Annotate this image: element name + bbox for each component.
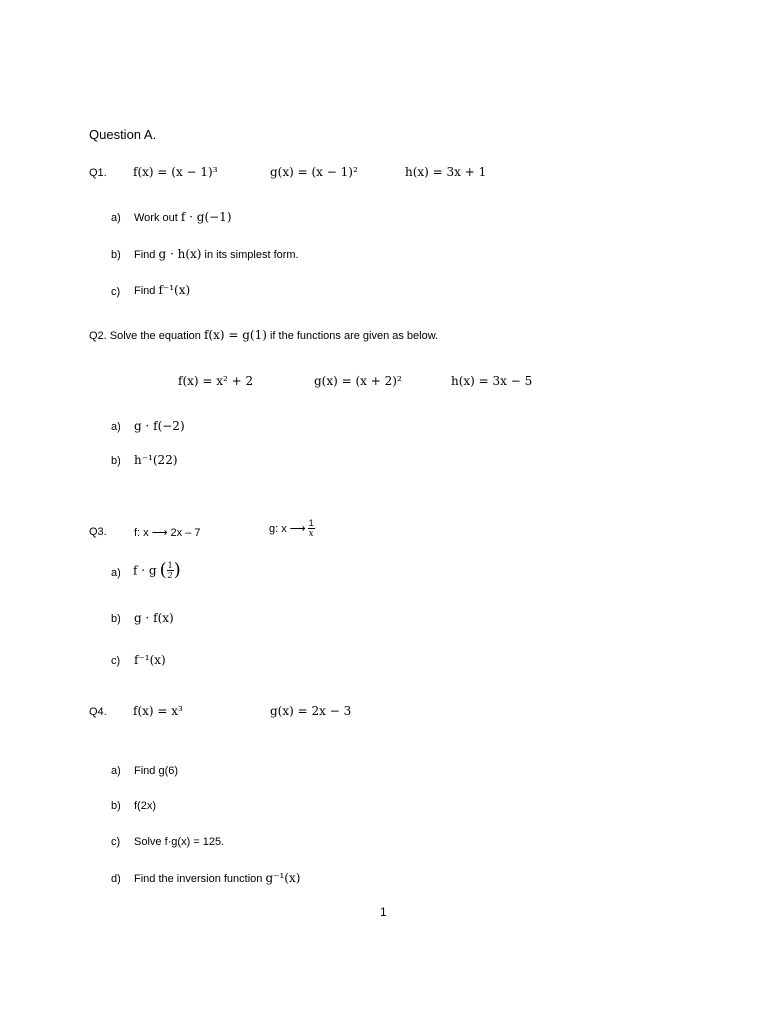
q3a-math: f · g <box>133 563 157 578</box>
q2-prefix: Q2. Solve the equation <box>89 330 204 342</box>
q1b-text <box>134 247 299 261</box>
q3-g-mapping <box>269 518 315 539</box>
q1a-label: a) <box>111 212 121 224</box>
q3a-denominator: 2 <box>167 571 173 580</box>
q1-label: Q1. <box>89 167 107 179</box>
q3b-label: b) <box>111 613 121 625</box>
q1b-label: b) <box>111 249 121 261</box>
q4b-label: b) <box>111 800 121 812</box>
q2b-math: h⁻¹(22) <box>134 453 178 467</box>
q2-h-function: h(x) = 3x − 5 <box>451 374 533 388</box>
q4c-label: c) <box>111 836 121 848</box>
q4d-prefix: Find the inversion function <box>134 873 266 885</box>
q4-g-function: g(x) = 2x − 3 <box>270 704 352 718</box>
q3a-expression <box>133 561 181 580</box>
q3a-fraction <box>167 561 174 580</box>
q3-g-denominator: x <box>308 529 314 539</box>
q3c-label: c) <box>111 655 121 667</box>
q2-suffix: if the functions are given as below. <box>266 330 439 342</box>
q1c-text <box>134 283 190 297</box>
q1-f-function: f(x) = (x − 1)³ <box>133 165 218 179</box>
q4a-label: a) <box>111 765 121 777</box>
q3-label: Q3. <box>89 526 107 538</box>
page-number: 1 <box>380 905 387 919</box>
q1b-suffix: in its simplest form. <box>201 249 299 261</box>
q1a-prefix: Work out <box>134 212 181 224</box>
q1a-text <box>134 210 232 224</box>
q4a-text: Find g(6) <box>134 765 179 777</box>
q4-label: Q4. <box>89 706 107 718</box>
q4d-text <box>134 871 300 885</box>
page-title: Question A. <box>89 127 157 142</box>
q1-g-function: g(x) = (x − 1)² <box>270 165 358 179</box>
q2a-math: g · f(−2) <box>134 419 185 433</box>
q2-g-function: g(x) = (x + 2)² <box>314 374 402 388</box>
q4b-text: f(2x) <box>134 800 156 812</box>
q4c-text: Solve f·g(x) = 125. <box>134 836 225 848</box>
q1c-prefix: Find <box>134 285 159 297</box>
q2a-label: a) <box>111 421 121 433</box>
q1b-math: g · h(x) <box>158 247 202 261</box>
q2b-label: b) <box>111 455 121 467</box>
q3a-numerator: 1 <box>167 561 173 570</box>
q1c-math: f⁻¹(x) <box>158 283 191 297</box>
q1b-prefix: Find <box>134 249 159 261</box>
q1c-label: c) <box>111 286 121 298</box>
q1-h-function: h(x) = 3x + 1 <box>405 165 487 179</box>
q2-math: f(x) = g(1) <box>203 328 267 342</box>
q3-g-fraction <box>308 518 315 539</box>
q3c-math: f⁻¹(x) <box>134 653 166 667</box>
q2-statement <box>89 328 438 342</box>
q3-g-prefix: g: x ⟶ <box>269 523 306 535</box>
q3-g-numerator: 1 <box>308 518 314 528</box>
q4d-label: d) <box>111 873 121 885</box>
q3a-label: a) <box>111 567 121 579</box>
q1a-math: f · g(−1) <box>180 210 232 224</box>
q4-f-function: f(x) = x³ <box>133 704 183 718</box>
q3b-math: g · f(x) <box>134 611 174 625</box>
q4d-math: g⁻¹(x) <box>265 871 301 885</box>
q2-f-function: f(x) = x² + 2 <box>178 374 254 388</box>
q3-f-mapping: f: x ⟶ 2x – 7 <box>134 527 201 539</box>
q3a-paren-fraction: ( $\frac{1}{2}$ ) <box>159 559 181 581</box>
